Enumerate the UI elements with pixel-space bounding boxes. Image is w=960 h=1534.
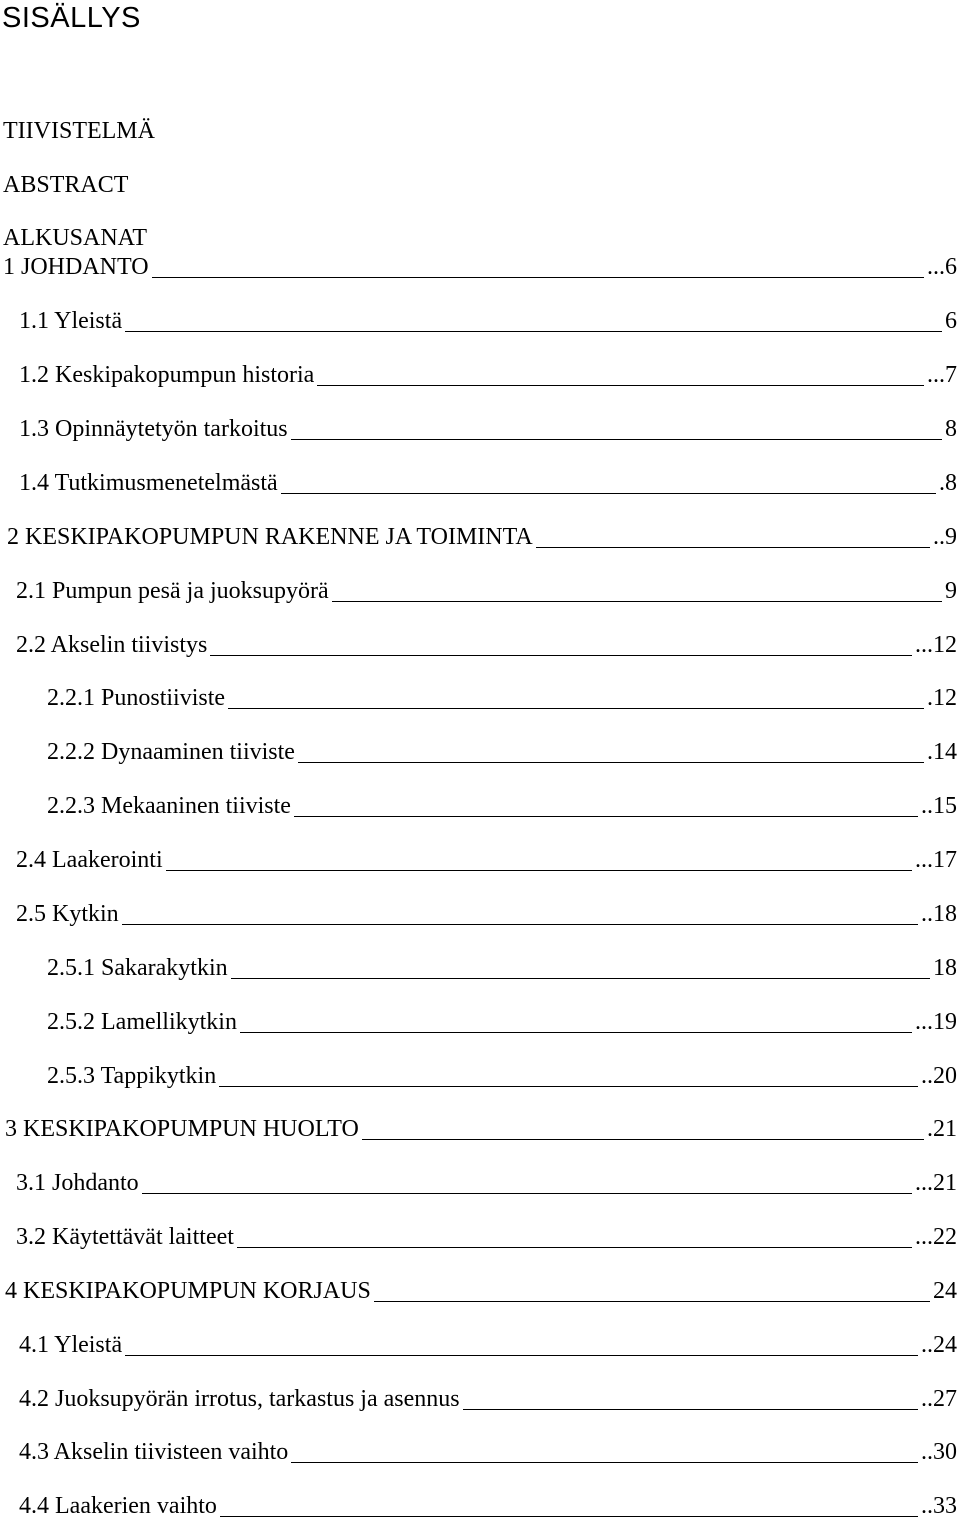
toc-leader-line [291, 439, 942, 440]
front-matter-abstract: ABSTRACT [3, 172, 129, 198]
toc-leader-line [240, 1032, 912, 1033]
toc-page-number: ..9 [933, 524, 957, 550]
toc-leader-line [220, 1516, 918, 1517]
toc-yleista-1-1 [0, 304, 957, 336]
toc-leader-line [166, 870, 912, 871]
toc-page-number: 18 [933, 955, 957, 981]
toc-entry-title: 2.5.1 Sakarakytkin [47, 955, 228, 981]
toc-leader-line [122, 924, 918, 925]
toc-page-number: ...17 [915, 847, 957, 873]
toc-page-number: ..24 [921, 1332, 957, 1358]
toc-entry-title: 3 KESKIPAKOPUMPUN HUOLTO [5, 1116, 359, 1142]
front-matter-tiivistelma: TIIVISTELMÄ [3, 118, 155, 144]
toc-kytkin [0, 897, 957, 929]
toc-tarkoitus [0, 412, 957, 444]
toc-leader-line [463, 1409, 918, 1410]
toc-sakarakytkin [0, 951, 957, 983]
toc-laakerointi [0, 843, 957, 875]
toc-leader-line [125, 1355, 918, 1356]
toc-page-number: ...6 [927, 254, 957, 280]
toc-leader-line [298, 762, 924, 763]
toc-page-number: ..15 [921, 793, 957, 819]
toc-page-number: .12 [927, 685, 957, 711]
toc-page-number: 8 [945, 416, 957, 442]
toc-leader-line [332, 601, 942, 602]
toc-leader-line [374, 1301, 930, 1302]
toc-entry-title: 3.2 Käytettävät laitteet [16, 1224, 234, 1250]
toc-leader-line [317, 385, 924, 386]
toc-page-number: ...7 [927, 362, 957, 388]
toc-page-number: .8 [939, 470, 957, 496]
toc-page-number: ...22 [915, 1224, 957, 1250]
toc-page-number: ..18 [921, 901, 957, 927]
toc-leader-line [125, 331, 942, 332]
toc-entry-title: 2.2.1 Punostiiviste [47, 685, 226, 711]
toc-page-number: .14 [927, 739, 957, 765]
toc-entry-title: 3.1 Johdanto [16, 1170, 139, 1196]
toc-historia [0, 358, 957, 390]
toc-entry-title: 2.4 Laakerointi [16, 847, 163, 873]
toc-entry-title: 4 KESKIPAKOPUMPUN KORJAUS [5, 1278, 371, 1304]
toc-page-number: ..30 [921, 1439, 957, 1465]
toc-entry-title: 4.1 Yleistä [19, 1332, 123, 1358]
toc-entry-title: 1.4 Tutkimusmenetelmästä [19, 470, 278, 496]
toc-juoksupyoran-irrotus [0, 1382, 957, 1414]
front-matter-alkusanat: ALKUSANAT [3, 225, 147, 251]
toc-tappikytkin [0, 1059, 957, 1091]
page-title: SISÄLLYS [2, 2, 141, 34]
toc-leader-line [152, 277, 924, 278]
toc-punostiiviste [0, 681, 957, 713]
toc-mekaaninen-tiiviste [0, 789, 957, 821]
toc-page-number: .21 [927, 1116, 957, 1142]
toc-leader-line [219, 1086, 918, 1087]
toc-yleista-4-1 [0, 1328, 957, 1360]
toc-pesa-ja-juoksupyora [0, 574, 957, 606]
toc-akselin-tiivistys [0, 628, 957, 660]
toc-page-number: 9 [945, 578, 957, 604]
toc-page-number: ...19 [915, 1009, 957, 1035]
toc-leader-line [291, 1462, 918, 1463]
toc-johdanto [0, 250, 957, 282]
toc-page-number: ..20 [921, 1063, 957, 1089]
toc-laakerien-vaihto [0, 1489, 957, 1521]
toc-tutkimusmenetelmasta [0, 466, 957, 498]
toc-page-number: 6 [945, 308, 957, 334]
toc-page-number: ..33 [921, 1493, 957, 1519]
toc-entry-title: 1.2 Keskipakopumpun historia [19, 362, 315, 388]
toc-entry-title: 2.2.3 Mekaaninen tiiviste [47, 793, 291, 819]
toc-leader-line [142, 1193, 912, 1194]
toc-entry-title: 1.1 Yleistä [19, 308, 123, 334]
toc-entry-title: 2.5 Kytkin [16, 901, 119, 927]
toc-entry-title: 2.2 Akselin tiivistys [16, 632, 208, 658]
toc-entry-title: 2.5.3 Tappikytkin [47, 1063, 217, 1089]
toc-leader-line [231, 978, 930, 979]
toc-page-number: ..27 [921, 1386, 957, 1412]
toc-dynaaminen-tiiviste [0, 735, 957, 767]
toc-leader-line [294, 816, 918, 817]
toc-entry-title: 4.4 Laakerien vaihto [19, 1493, 217, 1519]
toc-kaytettavat-laitteet [0, 1220, 957, 1252]
toc-leader-line [281, 493, 936, 494]
toc-entry-title: 2.2.2 Dynaaminen tiiviste [47, 739, 295, 765]
toc-korjaus [0, 1274, 957, 1306]
toc-leader-line [362, 1139, 924, 1140]
toc-huolto [0, 1112, 957, 1144]
toc-rakenne-ja-toiminta [0, 520, 957, 552]
toc-entry-title: 4.3 Akselin tiivisteen vaihto [19, 1439, 289, 1465]
toc-leader-line [210, 655, 912, 656]
toc-entry-title: 2 KESKIPAKOPUMPUN RAKENNE JA TOIMINTA [7, 524, 533, 550]
toc-leader-line [228, 708, 924, 709]
toc-page-number: 24 [933, 1278, 957, 1304]
toc-page-number: ...21 [915, 1170, 957, 1196]
toc-leader-line [536, 547, 930, 548]
toc-entry-title: 1.3 Opinnäytetyön tarkoitus [19, 416, 288, 442]
toc-akselin-tiivisteen-vaihto [0, 1435, 957, 1467]
toc-entry-title: 2.5.2 Lamellikytkin [47, 1009, 237, 1035]
toc-entry-title: 4.2 Juoksupyörän irrotus, tarkastus ja asennus [19, 1386, 460, 1412]
toc-entry-title: 1 JOHDANTO [3, 254, 149, 280]
toc-lamellikytkin [0, 1005, 957, 1037]
toc-page-number: ...12 [915, 632, 957, 658]
toc-leader-line [237, 1247, 912, 1248]
toc-johdanto-3-1 [0, 1166, 957, 1198]
toc-entry-title: 2.1 Pumpun pesä ja juoksupyörä [16, 578, 329, 604]
